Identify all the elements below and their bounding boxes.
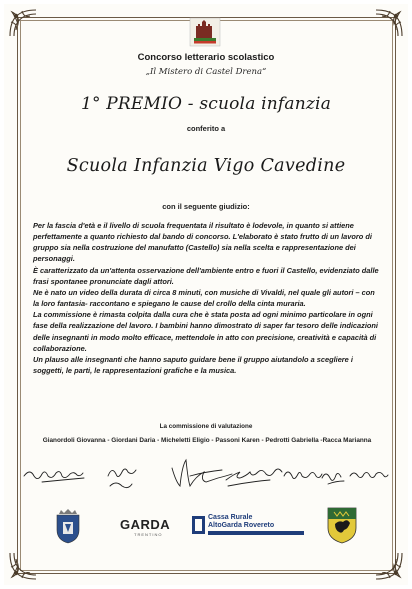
castle-emblem-icon (186, 16, 224, 48)
prize-heading: 1° PREMIO - scuola infanzia (80, 94, 332, 114)
cassa-rurale-line2: AltoGarda Rovereto (208, 521, 275, 529)
commission-members: Gianordoli Giovanna - Giordani Daria - Micheletti Eligio - Passoni Karen - Pedrotti Gabriella -Racca Marianna (42, 437, 372, 444)
commission-label: La commissione di valutazione (159, 423, 253, 430)
garda-trentino-logo (120, 518, 180, 544)
corner-ornament-icon (374, 8, 404, 38)
cassa-rurale-bar (208, 531, 304, 535)
judgement-paragraph: Per la fascia d'età e il livello di scuola frequentata il risultato è lodevole, in quanto si attiene perfettamente a quanto richiesto dal bando di concorso. L'elaborato è stato frutto di un lavoro di gruppo sia nella costruzione del manufatto (Castello) sia nella scelta e rappresentazione dei personaggi. (33, 221, 372, 264)
garda-logo-text: GARDA (120, 517, 171, 532)
judgement-text (33, 220, 383, 376)
judgement-paragraph: Ne è nato un video della durata di circa 8 minuti, con musiche di Vivaldi, nel quale gli autori – con la loro fantasia- raccontano e spiegano le cause del crollo della cinta muraria. (33, 287, 375, 309)
garda-logo-subtext: TRENTINO (134, 532, 163, 537)
municipal-coat-of-arms-icon (53, 508, 83, 544)
judgement-paragraph: La commissione è rimasta colpita dalla cura che è stata posta ad ogni minimo particolare in ogni fase della realizzazione del lavoro. I bambini hanno dimostrato di saper far tesoro delle indicazioni delle insegnanti in modo molto efficace, mettendole in atto con precisione, creatività e capacità di collaborazione. (33, 310, 378, 353)
heraldic-shield-icon (326, 506, 358, 544)
judgement-paragraph: Un plauso alle insegnanti che hanno saputo guidare bene il gruppo aiutandolo a scegliere i soggetti, le parti, le rappresentazioni grafiche e la musica. (33, 354, 353, 376)
cassa-rurale-logo (192, 514, 308, 538)
contest-subtitle: „Il Mistero di Castel Drena“ (145, 67, 267, 77)
judgement-label: con il seguente giudizio: (162, 202, 250, 211)
corner-ornament-icon (8, 8, 38, 38)
corner-ornament-icon (374, 551, 404, 581)
contest-title: Concorso letterario scolastico (137, 52, 275, 63)
judgement-paragraph: È caratterizzato da un'attenta osservazione dell'ambiente entro e fuori il Castello, evidenziato dalle frasi spontanee pronunciate dagli attori. (33, 265, 379, 286)
sponsor-logos (0, 504, 412, 546)
cassa-rurale-mark-icon (192, 516, 205, 534)
conferred-label: conferito a (186, 124, 226, 133)
signatures (22, 446, 392, 496)
school-name: Scuola Infanzia Vigo Cavedine (66, 156, 346, 176)
corner-ornament-icon (8, 551, 38, 581)
cassa-rurale-line1: Cassa Rurale (208, 514, 253, 521)
cassa-rurale-text (208, 514, 274, 529)
